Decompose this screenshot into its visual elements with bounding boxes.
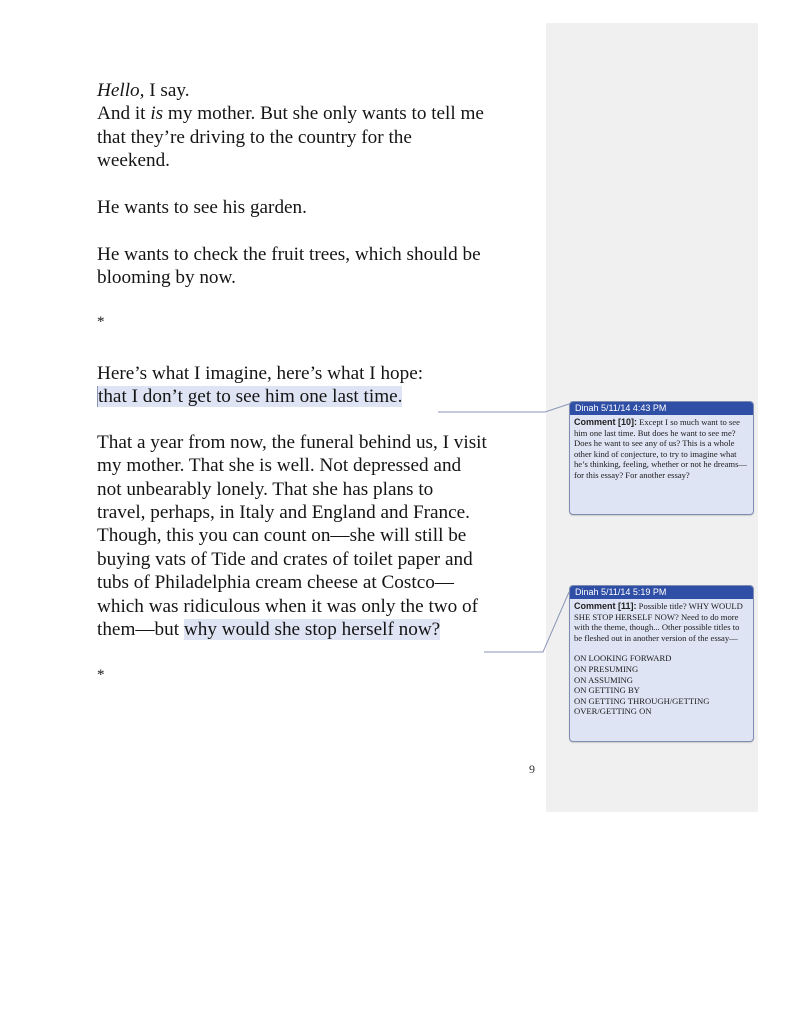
comment-author-stamp: Dinah 5/11/14 4:43 PM xyxy=(570,402,753,415)
paragraph-hello xyxy=(97,79,547,102)
comment-label: Comment [11]: xyxy=(574,601,637,611)
paragraph-fruit-trees xyxy=(97,243,547,290)
comment-balloon-10[interactable] xyxy=(569,401,754,515)
comment-body xyxy=(570,415,753,485)
text-line: blooming by now. xyxy=(97,267,236,289)
paragraph-imagine xyxy=(97,362,547,409)
section-separator: * xyxy=(97,666,105,683)
document-body xyxy=(97,79,547,687)
title-item: ON GETTING BY xyxy=(574,685,640,696)
comment-author-stamp: Dinah 5/11/14 5:19 PM xyxy=(570,586,753,599)
text-line: travel, perhaps, in Italy and England and France. xyxy=(97,502,470,524)
title-item: ON ASSUMING xyxy=(574,674,633,685)
text-segment: them—but xyxy=(97,619,184,641)
comment-label: Comment [10]: xyxy=(574,417,638,427)
text-line: Here’s what I imagine, here’s what I hope: xyxy=(97,363,424,385)
section-separator: * xyxy=(97,313,105,330)
title-item: ON PRESUMING xyxy=(574,663,639,674)
paragraph-year-from-now xyxy=(97,431,547,642)
text-line: my mother. That she is well. Not depressed and xyxy=(97,455,462,477)
text-line: buying vats of Tide and crates of toilet paper and xyxy=(97,548,473,570)
comment-text: Except I so much want to see him one last time. But does he want to see me? Does he want to see any of us? This is a whole other kind of conjecture, to try to imagine what he’s thinking, feeling, whether or not he dreams—for this essay? For another essay? xyxy=(574,417,748,480)
text-line: Though, this you can count on—she will still be xyxy=(97,525,467,547)
page-number: 9 xyxy=(529,762,535,776)
comment-text: Possible title? WHY WOULD SHE STOP HERSELF NOW? Need to do more with the theme, though... Other possible titles to be fleshed out in another version of the essay— xyxy=(574,601,743,643)
text-line: not unbearably lonely. That she has plans to xyxy=(97,478,434,500)
text-line: that they’re driving to the country for the xyxy=(97,126,412,148)
text-line: tubs of Philadelphia cream cheese at Costco— xyxy=(97,572,454,594)
possible-titles-list xyxy=(574,653,749,717)
italic-hello: Hello, xyxy=(97,80,145,101)
text-segment: I say. xyxy=(144,80,190,101)
comment-balloon-11[interactable] xyxy=(569,585,754,742)
text-line: He wants to check the fruit trees, which should be xyxy=(97,243,481,265)
title-item: ON LOOKING FORWARD xyxy=(574,653,672,664)
italic-is: is xyxy=(150,103,164,125)
comment-body xyxy=(570,599,753,721)
commented-text-10[interactable]: that I don’t get to see him one last time. xyxy=(98,386,403,408)
title-item: OVER/GETTING ON xyxy=(574,706,652,717)
text-segment: my mother. But she only wants to tell me xyxy=(163,103,484,125)
paragraph-garden: He wants to see his garden. xyxy=(97,197,307,219)
title-item: ON GETTING THROUGH/GETTING xyxy=(574,695,710,706)
text-line: weekend. xyxy=(97,150,170,172)
text-segment: And it xyxy=(97,103,151,125)
text-line: which was ridiculous when it was only the two of xyxy=(97,595,479,617)
text-line: That a year from now, the funeral behind us, I visit xyxy=(97,431,487,453)
paragraph-mother xyxy=(97,102,547,172)
commented-text-11[interactable]: why would she stop herself now? xyxy=(183,619,441,641)
